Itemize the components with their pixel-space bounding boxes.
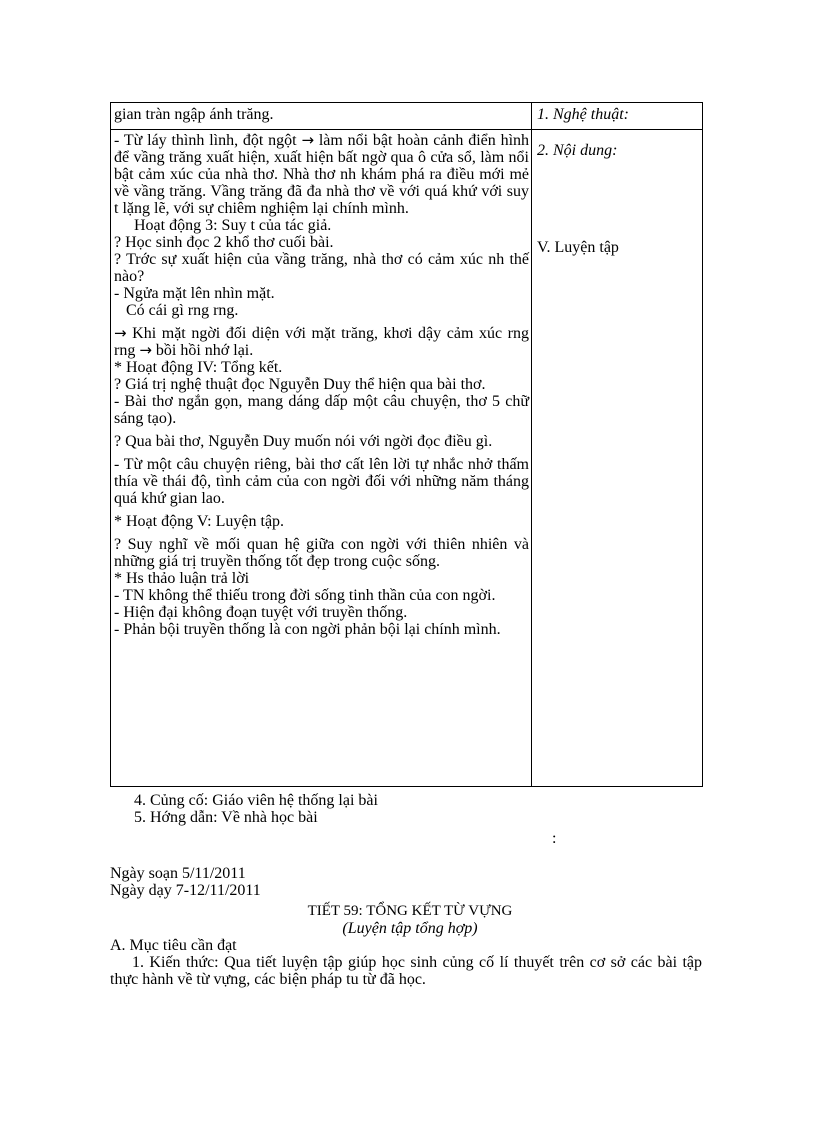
text-paragraph: - Từ láy thình lình, đột ngột → làm nổi bật hoàn cảnh điển hình để vầng trăng xuất hiện, xuất hiện bất ngờ qua ô cửa sổ, làm nổi bật cảm xúc của nhà thơ. Nhà thơ nh khám phá ra điều mới mẻ về vầng trăng. Vầng trăng đã đa nhà thơ về với quá khứ với suy t lặng lẽ, với sự chiêm nghiệm lại chính mình. (114, 131, 530, 217)
step-huong-dan: 5. Hớng dẫn: Về nhà học bài (134, 809, 318, 826)
objective-knowledge: 1. Kiến thức: Qua tiết luyện tập giúp học sinh củng cố lí thuyết trên cơ sở các bài tập thực hành về từ vựng, các biện pháp tu từ đã học. (110, 954, 702, 988)
text-paragraph: ? Suy nghĩ về mối quan hệ giữa con ngời với thiên nhiên và những giá trị truyền thống tốt đẹp trong cuộc sống. (114, 536, 529, 570)
section-luyen-tap: V. Luyện tập (537, 239, 619, 256)
text-paragraph: ? Trớc sự xuất hiện của vầng trăng, nhà thơ có cảm xúc nh thế nào? (114, 251, 529, 285)
text-line: gian tràn ngập ánh trăng. (114, 106, 274, 123)
stray-colon: : (552, 830, 557, 847)
text-line: Hoạt động 3: Suy t của tác giả. (134, 217, 332, 234)
lesson-title: TIẾT 59: TỔNG KẾT TỪ VỰNG (307, 903, 513, 919)
text-line: * Hoạt động IV: Tổng kết. (114, 359, 283, 376)
lesson-title-block (110, 903, 710, 937)
text-line: - Hiện đại không đoạn tuyệt với truyền thống. (114, 604, 408, 621)
step-cung-co: 4. Củng cố: Giáo viên hệ thống lại bài (134, 792, 378, 809)
text-paragraph: → Khi mặt ngời đối diện với mặt trăng, khơi dậy cảm xúc rng rng → bồi hồi nhớ lại. (114, 324, 530, 359)
text-line: - Ngửa mặt lên nhìn mặt. (114, 285, 275, 302)
closing-steps (110, 792, 710, 826)
activities-column (114, 106, 529, 638)
date-taught: Ngày dạy 7-12/11/2011 (110, 882, 261, 899)
section-noi-dung: 2. Nội dung: (537, 142, 618, 159)
text-paragraph: - Phản bội truyền thống là con ngời phản bội lại chính mình. (114, 621, 501, 638)
objectives-heading: A. Mục tiêu cần đạt (110, 937, 237, 954)
sections-column (537, 106, 699, 256)
text-paragraph: ? Giá trị nghệ thuật đọc Nguyễn Duy thể hiện qua bài thơ. (114, 376, 486, 393)
lesson-subtitle: (Luyện tập tổng hợp) (342, 920, 478, 937)
arrow-right-icon: → (301, 131, 315, 149)
text-paragraph: - Bài thơ ngắn gọn, mang dáng dấp một câu chuyện, thơ 5 chữ sáng tạo). (114, 393, 529, 427)
text-line: ? Học sinh đọc 2 khổ thơ cuối bài. (114, 234, 334, 251)
arrow-right-icon: → (139, 341, 152, 359)
text-line: * Hoạt động V: Luyện tập. (114, 513, 285, 530)
text-paragraph: - Từ một câu chuyện riêng, bài thơ cất lên lời tự nhắc nhở thấm thía về thái độ, tình cảm của con ngời đối với những năm tháng quá khứ gian lao. (114, 456, 529, 507)
objectives (110, 937, 702, 988)
text-line: Có cái gì rng rng. (126, 302, 239, 319)
table-divider-vertical (531, 103, 532, 786)
text-paragraph: ? Qua bài thơ, Nguyễn Duy muốn nói với ngời đọc điều gì. (114, 433, 493, 450)
text-paragraph: - TN không thể thiếu trong đời sống tinh thần của con ngời. (114, 587, 496, 604)
lesson-header (110, 865, 710, 899)
lesson-table (110, 102, 703, 787)
date-prepared: Ngày soạn 5/11/2011 (110, 865, 246, 882)
text-line: * Hs thảo luận trả lời (114, 570, 250, 587)
arrow-right-icon: → (114, 324, 127, 342)
section-nghe-thuat: 1. Nghệ thuật: (537, 106, 629, 123)
